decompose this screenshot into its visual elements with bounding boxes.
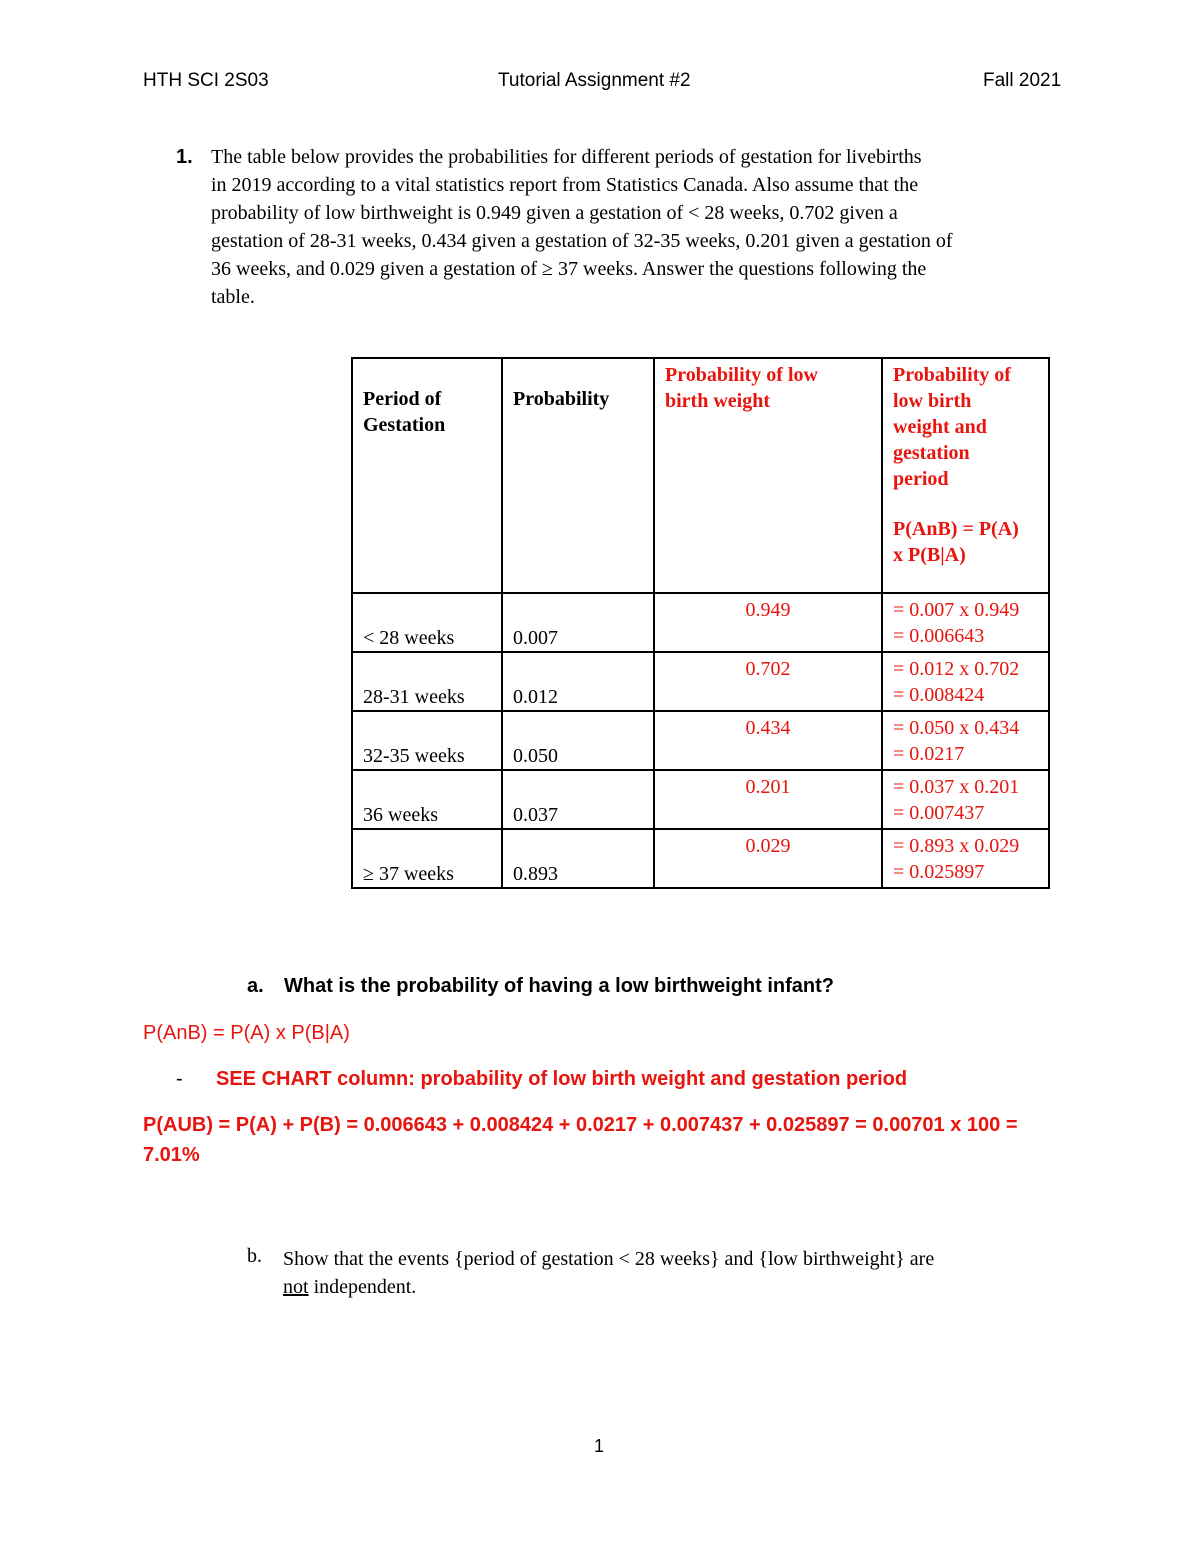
part-a-bullet-text: SEE CHART column: probability of low birth weight and gestation period	[216, 1068, 908, 1090]
page-number: 1	[594, 1436, 605, 1456]
cell-period: ≥ 37 weeks	[352, 829, 502, 888]
part-a-answer-line1: P(AUB) = P(A) + P(B) = 0.006643 + 0.008424 + 0.0217 + 0.007437 + 0.025897 = 0.00701 x 100 =	[143, 1114, 1018, 1136]
bullet-dash: -	[176, 1068, 183, 1090]
header-term: Fall 2021	[983, 70, 1062, 91]
cell-period: 36 weeks	[352, 770, 502, 829]
cell-low-bw: 0.434	[654, 711, 882, 770]
header-title: Tutorial Assignment #2	[498, 70, 691, 91]
part-a-label: a.	[247, 975, 264, 997]
header-joint-probability: Probability of low birth weight and gestation period P(AnB) = P(A) x P(B|A)	[882, 358, 1049, 593]
header-period: Period of Gestation	[352, 358, 502, 593]
table-header-row	[352, 358, 1049, 593]
table-row	[352, 829, 1049, 888]
cell-joint: = 0.050 x 0.434 = 0.0217	[882, 711, 1049, 770]
cell-low-bw: 0.029	[654, 829, 882, 888]
formula-line: x P(B|A)	[893, 544, 966, 566]
cell-joint: = 0.012 x 0.702 = 0.008424	[882, 652, 1049, 711]
question-1-line: The table below provides the probabilities for different periods of gestation for livebirths	[211, 146, 922, 168]
question-1-line: 36 weeks, and 0.029 given a gestation of ≥ 37 weeks. Answer the questions following the	[211, 258, 927, 280]
header-probability: Probability	[502, 358, 654, 593]
part-a-question: What is the probability of having a low birthweight infant?	[284, 975, 834, 997]
part-b-line1: Show that the events {period of gestation < 28 weeks} and {low birthweight} are	[283, 1248, 935, 1270]
part-a-formula: P(AnB) = P(A) x P(B|A)	[143, 1022, 350, 1044]
formula-line: P(AnB) = P(A)	[893, 518, 1019, 540]
question-1-text	[211, 143, 1081, 311]
cell-joint: = 0.037 x 0.201 = 0.007437	[882, 770, 1049, 829]
gestation-table	[351, 357, 1050, 889]
cell-probability: 0.037	[502, 770, 654, 829]
question-1-line: table.	[211, 286, 255, 308]
table-row	[352, 652, 1049, 711]
cell-probability: 0.012	[502, 652, 654, 711]
question-1-line: gestation of 28-31 weeks, 0.434 given a gestation of 32-35 weeks, 0.201 given a gestation of	[211, 230, 953, 252]
cell-low-bw: 0.201	[654, 770, 882, 829]
cell-probability: 0.007	[502, 593, 654, 652]
question-1-line: probability of low birthweight is 0.949 given a gestation of < 28 weeks, 0.702 given a	[211, 202, 898, 224]
part-b-question	[283, 1245, 1083, 1301]
part-a-answer-line2: 7.01%	[143, 1144, 200, 1166]
table-row	[352, 593, 1049, 652]
question-number: 1.	[176, 146, 193, 168]
table-row	[352, 711, 1049, 770]
cell-period: 28-31 weeks	[352, 652, 502, 711]
cell-period: < 28 weeks	[352, 593, 502, 652]
cell-period: 32-35 weeks	[352, 711, 502, 770]
header-low-birth-weight: Probability of low birth weight	[654, 358, 882, 593]
cell-probability: 0.893	[502, 829, 654, 888]
header-course: HTH SCI 2S03	[143, 70, 269, 91]
cell-low-bw: 0.949	[654, 593, 882, 652]
underlined-not: not	[283, 1276, 309, 1298]
part-b-label: b.	[247, 1245, 262, 1267]
table-row	[352, 770, 1049, 829]
cell-joint: = 0.893 x 0.029 = 0.025897	[882, 829, 1049, 888]
part-b-line2: not independent.	[283, 1276, 417, 1298]
cell-low-bw: 0.702	[654, 652, 882, 711]
cell-joint: = 0.007 x 0.949 = 0.006643	[882, 593, 1049, 652]
question-1-line: in 2019 according to a vital statistics report from Statistics Canada. Also assume that the	[211, 174, 919, 196]
cell-probability: 0.050	[502, 711, 654, 770]
